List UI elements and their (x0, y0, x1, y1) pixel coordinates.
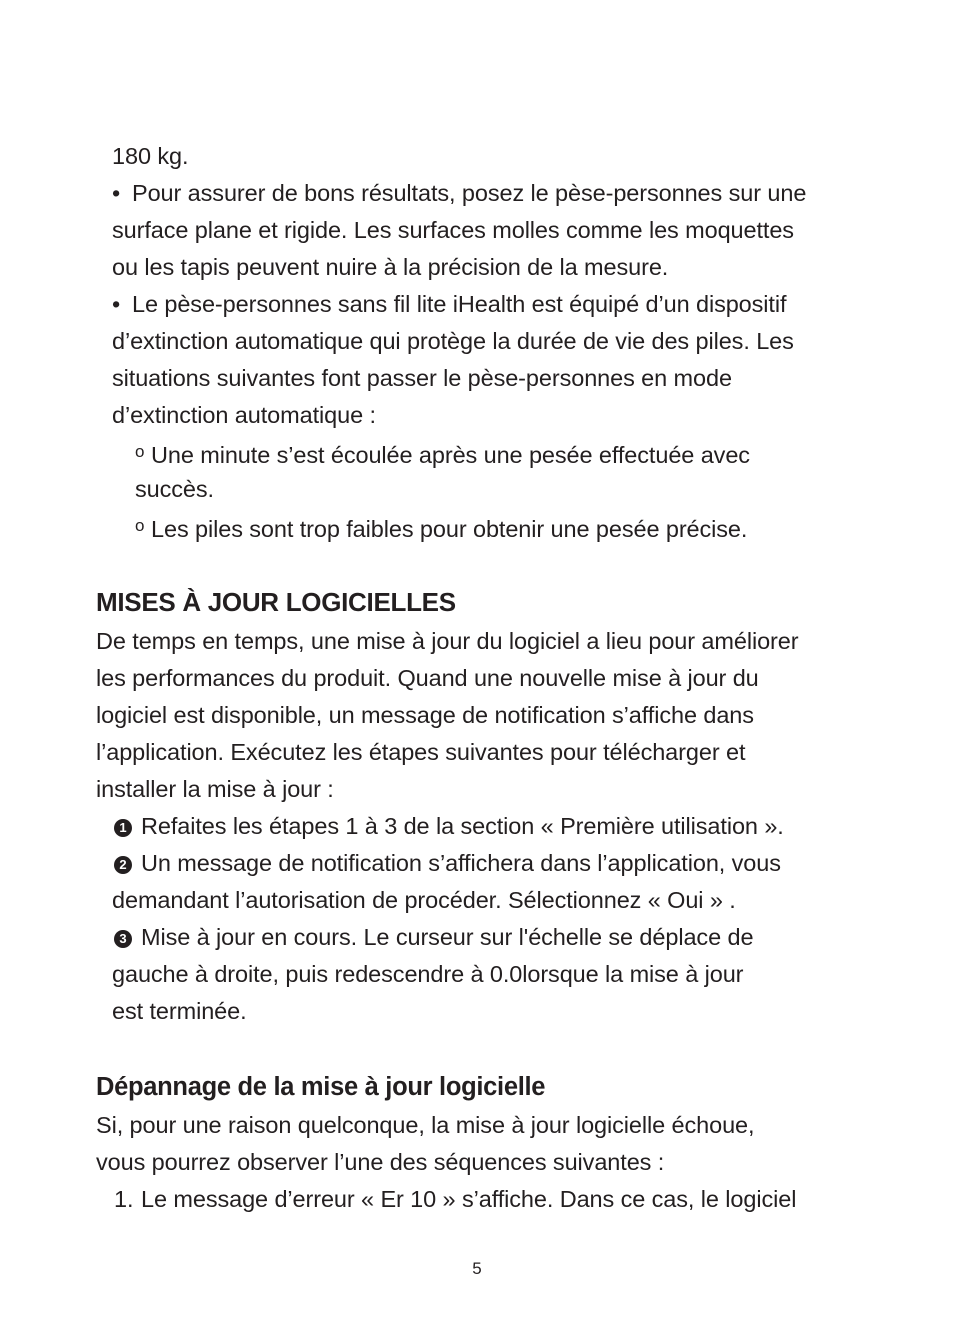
sub-item-text: Les piles sont trop faibles pour obtenir une pesée précise. (151, 516, 748, 542)
paragraph-line: logiciel est disponible, un message de notification s’affiche dans (96, 702, 754, 728)
bullet-text-line: ou les tapis peuvent nuire à la précision de la mesure. (112, 254, 669, 280)
bullet-icon: • (112, 291, 121, 317)
step-text: Refaites les étapes 1 à 3 de la section « Première utilisation ». (141, 813, 784, 839)
intro-line: 180 kg. (112, 143, 189, 169)
bullet-text: Le pèse-personnes sans fil lite iHealth est équipé d’un dispositif (132, 291, 787, 317)
bullet-item-auto-off (112, 289, 786, 319)
sub-item-low-battery (135, 511, 747, 544)
sub-item-text: Une minute s’est écoulée après une pesée effectuée avec (151, 442, 750, 468)
step-item-2 (114, 848, 781, 878)
bullet-text-line: d’extinction automatique : (112, 402, 376, 428)
step-number-icon: 1 (114, 819, 132, 837)
circle-bullet-icon: o (135, 442, 145, 461)
step-number-icon: 2 (114, 856, 132, 874)
paragraph-line: l’application. Exécutez les étapes suivantes pour télécharger et (96, 739, 746, 765)
bullet-icon: • (112, 180, 121, 206)
step-text-line: demandant l’autorisation de procéder. Sélectionnez « Oui » . (112, 887, 736, 913)
item-number: 1. (114, 1186, 134, 1212)
section-heading-updates: MISES À JOUR LOGICIELLES (96, 587, 456, 617)
step-number-icon: 3 (114, 930, 132, 948)
item-text: Le message d’erreur « Er 10 » s’affiche. Dans ce cas, le logiciel (141, 1186, 797, 1212)
step-text-line: est terminée. (112, 998, 247, 1024)
bullet-text: Pour assurer de bons résultats, posez le pèse-personnes sur une (132, 180, 807, 206)
paragraph-line: les performances du produit. Quand une nouvelle mise à jour du (96, 665, 759, 691)
paragraph-line: Si, pour une raison quelconque, la mise à jour logicielle échoue, (96, 1112, 755, 1138)
bullet-text-line: situations suivantes font passer le pèse-personnes en mode (112, 365, 732, 391)
paragraph-line: De temps en temps, une mise à jour du logiciel a lieu pour améliorer (96, 628, 799, 654)
step-text: Un message de notification s’affichera dans l’application, vous (141, 850, 781, 876)
paragraph-line: vous pourrez observer l’une des séquences suivantes : (96, 1149, 665, 1175)
step-text-line: gauche à droite, puis redescendre à 0.0lorsque la mise à jour (112, 961, 744, 987)
bullet-text-line: d’extinction automatique qui protège la durée de vie des piles. Les (112, 328, 794, 354)
sub-item-one-minute (135, 437, 750, 470)
numbered-item-1 (114, 1184, 796, 1214)
page-number: 5 (472, 1259, 482, 1278)
paragraph-line: installer la mise à jour : (96, 776, 334, 802)
step-item-1 (114, 811, 784, 841)
bullet-text-line: surface plane et rigide. Les surfaces molles comme les moquettes (112, 217, 794, 243)
section-heading-troubleshooting: Dépannage de la mise à jour logicielle (96, 1073, 546, 1101)
sub-item-text-line: succès. (135, 476, 214, 502)
step-item-3 (114, 922, 753, 952)
step-text: Mise à jour en cours. Le curseur sur l'échelle se déplace de (141, 924, 754, 950)
circle-bullet-icon: o (135, 516, 145, 535)
bullet-item-surface (112, 178, 806, 208)
